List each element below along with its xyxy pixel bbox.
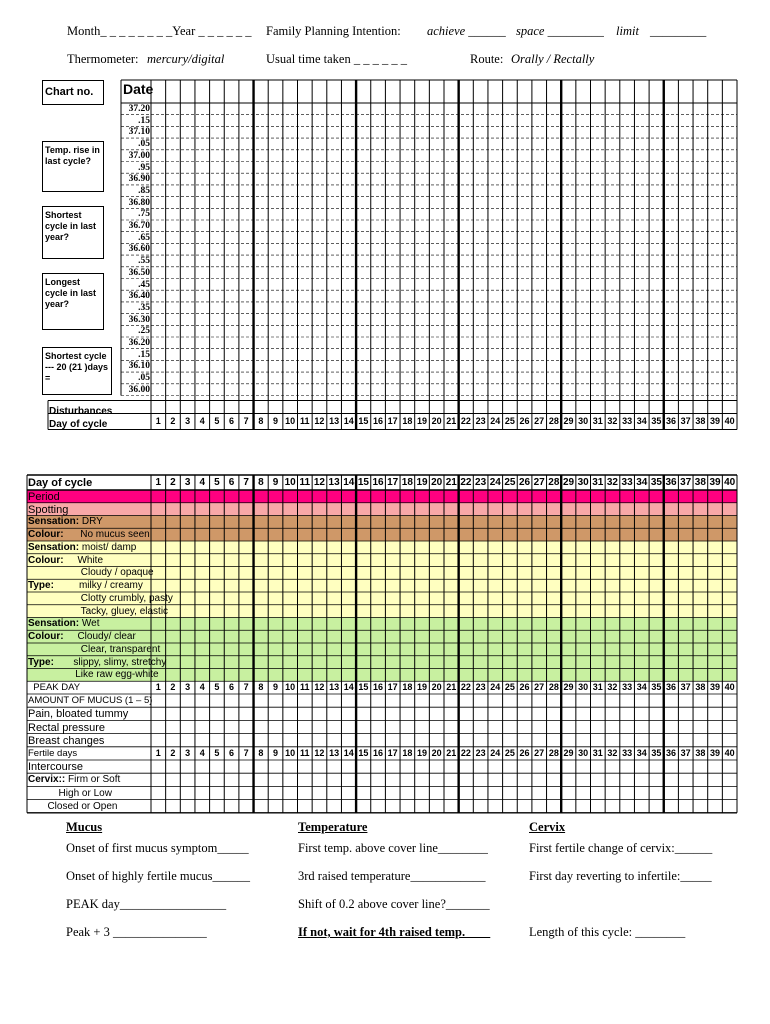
mucus-row-label: Type: milky / creamy	[28, 580, 143, 592]
day-number: 21	[446, 682, 457, 693]
day-number: 31	[592, 747, 603, 758]
day-number: 12	[313, 477, 325, 488]
temperature-label: 37.00	[128, 150, 150, 161]
day-number: 28	[548, 747, 559, 758]
day-number: 24	[490, 747, 501, 758]
day-number: 23	[475, 415, 486, 426]
day-number: 39	[709, 747, 720, 758]
day-number: 37	[680, 682, 691, 693]
day-number: 20	[431, 682, 442, 693]
day-number: 1	[155, 477, 162, 488]
mucus-row-label: Period	[28, 490, 60, 503]
day-number: 22	[460, 747, 471, 758]
temperature-label: 36.00	[128, 384, 150, 395]
mucus-row-label: Breast changes	[28, 734, 105, 747]
day-number: 18	[402, 682, 413, 693]
day-number: 6	[229, 747, 235, 758]
temperature-label: 36.60	[128, 244, 150, 255]
day-number: 11	[299, 477, 311, 488]
day-number: 3	[185, 415, 191, 426]
mucus-row-label: Sensation: moist/ damp	[28, 541, 137, 553]
day-number: 8	[258, 477, 264, 488]
day-number: 5	[214, 747, 220, 758]
mucus-item-2: Onset of highly fertile mucus______	[66, 869, 250, 883]
day-number: 19	[416, 682, 427, 693]
day-number: 5	[214, 415, 220, 426]
mucus-row-label: PEAK DAY	[28, 682, 81, 694]
day-of-cycle-label: Day of cycle	[49, 419, 108, 430]
mucus-title: Mucus	[66, 820, 103, 834]
day-number: 15	[358, 747, 369, 758]
day-number: 15	[358, 682, 369, 693]
day-number: 13	[329, 747, 340, 758]
day-number: 33	[621, 477, 633, 488]
day-number: 27	[534, 747, 545, 758]
mucus-item-4: Peak + 3 _______________	[66, 925, 207, 939]
day-number: 40	[724, 477, 736, 488]
date-label: Date	[123, 81, 154, 97]
temperature-label: 36.10	[128, 361, 150, 372]
temperature-label: .15	[138, 115, 150, 126]
day-number: 2	[170, 477, 176, 488]
day-number: 39	[709, 415, 720, 426]
day-number: 26	[519, 682, 530, 693]
day-number: 31	[592, 682, 603, 693]
space-option: space _________	[516, 24, 604, 38]
day-number: 17	[387, 415, 398, 426]
day-number: 40	[724, 415, 735, 426]
temperature-label: 36.50	[128, 267, 150, 278]
day-number: 13	[328, 477, 340, 488]
day-number: 8	[258, 415, 264, 426]
temperature-label: 36.30	[128, 314, 150, 325]
day-number: 32	[606, 477, 618, 488]
day-number: 25	[504, 415, 515, 426]
day-number: 18	[401, 477, 413, 488]
day-number: 10	[285, 747, 296, 758]
temperature-label: .65	[138, 232, 150, 243]
day-number: 23	[475, 747, 486, 758]
day-number: 16	[373, 747, 384, 758]
route-value: Orally / Rectally	[511, 52, 595, 66]
mucus-row-label: Fertile days	[28, 747, 78, 759]
day-number: 24	[490, 682, 501, 693]
day-number: 22	[460, 477, 472, 488]
mucus-item-1: Onset of first mucus symptom_____	[66, 841, 249, 855]
day-number: 38	[695, 682, 706, 693]
temperature-label: .05	[138, 373, 150, 384]
day-number: 26	[518, 477, 531, 488]
day-number: 36	[666, 747, 677, 758]
day-number: 20	[431, 747, 442, 758]
day-number: 37	[680, 415, 691, 426]
limit-blank: _________	[650, 24, 707, 38]
day-number: 3	[185, 747, 191, 758]
day-number: 7	[243, 682, 249, 693]
day-number: 3	[184, 477, 191, 488]
day-number: 35	[651, 415, 662, 426]
temperature-label: 37.20	[128, 104, 150, 114]
mucus-row-fill	[27, 490, 737, 503]
day-number: 29	[563, 747, 574, 758]
usual-time-field: Usual time taken _ _ _ _ _ _	[266, 52, 407, 66]
day-number: 39	[709, 477, 721, 488]
temperature-label: .05	[138, 139, 150, 150]
mucus-row-fill	[27, 554, 737, 567]
mucus-row-label: Sensation: Wet	[28, 618, 100, 630]
day-number: 12	[314, 747, 325, 758]
day-number: 22	[460, 415, 471, 426]
day-number: 40	[724, 747, 735, 758]
day-number: 10	[285, 682, 296, 693]
cycle-length: Length of this cycle: ________	[529, 925, 686, 939]
temp-item-1: First temp. above cover line________	[298, 841, 488, 855]
day-number: 17	[387, 747, 398, 758]
day-number: 1	[155, 682, 161, 693]
mucus-row-fill	[27, 618, 737, 631]
mucus-row-label: Like raw egg-white	[28, 669, 159, 681]
day-number: 5	[214, 477, 220, 488]
day-number: 13	[329, 415, 340, 426]
day-number: 38	[695, 415, 706, 426]
day-number: 21	[446, 415, 457, 426]
day-number: 24	[490, 415, 501, 426]
day-number: 7	[243, 415, 249, 426]
day-number: 6	[228, 477, 235, 488]
mucus-row-label: Day of cycle	[28, 477, 93, 489]
day-number: 11	[300, 747, 310, 758]
longest-year-label: Longest cycle in last year?	[45, 277, 97, 309]
day-number: 27	[533, 477, 545, 488]
day-number: 14	[343, 477, 355, 488]
temperature-label: 36.90	[128, 174, 150, 185]
day-number: 18	[402, 747, 413, 758]
day-number: 35	[651, 682, 662, 693]
day-number: 25	[504, 477, 516, 488]
temp-item-3: Shift of 0.2 above cover line?_______	[298, 897, 490, 911]
temperature-label: .15	[138, 349, 150, 360]
day-number: 19	[416, 415, 427, 426]
temperature-label: 36.80	[128, 197, 150, 208]
day-number: 23	[475, 477, 487, 488]
achieve-option: achieve ______	[427, 24, 506, 38]
day-number: 16	[373, 415, 384, 426]
chart-no-label: Chart no.	[45, 86, 94, 98]
month-year-field: Month_ _ _ _ _ _ _ _Year _ _ _ _ _ _	[67, 24, 252, 38]
day-number: 22	[460, 682, 471, 693]
day-number: 29	[563, 415, 574, 426]
day-number: 30	[578, 682, 589, 693]
mucus-row-label: Pain, bloated tummy	[28, 708, 129, 721]
temp-item-2: 3rd raised temperature____________	[298, 869, 486, 883]
mucus-row-label: Clear, transparent	[28, 643, 161, 655]
day-number: 1	[155, 747, 161, 758]
day-number: 28	[548, 415, 559, 426]
temperature-label: .25	[138, 326, 150, 337]
day-number: 25	[504, 747, 515, 758]
day-number: 23	[475, 682, 486, 693]
shortest-year-label: Shortest cycle in last year?	[45, 210, 97, 242]
mucus-row-label: Cervix:: Firm or Soft	[28, 774, 121, 786]
mucus-row-label: Colour: Cloudy/ clear	[28, 631, 136, 643]
thermometer-label: Thermometer:	[67, 52, 139, 66]
route-label: Route:	[470, 52, 504, 66]
day-number: 26	[519, 415, 530, 426]
mucus-row-fill	[27, 503, 737, 516]
day-number: 34	[636, 415, 647, 426]
cervix-title: Cervix	[529, 820, 566, 834]
day-number: 33	[622, 682, 633, 693]
day-number: 30	[577, 477, 589, 488]
temperature-label: .35	[138, 302, 150, 313]
day-number: 1	[155, 415, 161, 426]
day-number: 20	[431, 477, 443, 488]
day-number: 30	[578, 747, 589, 758]
day-number: 21	[445, 477, 457, 488]
day-number: 14	[343, 682, 354, 693]
day-number: 29	[563, 682, 574, 693]
day-number: 8	[258, 747, 264, 758]
day-number: 37	[680, 477, 692, 488]
day-number: 11	[300, 682, 310, 693]
temp-rise-label: Temp. rise in last cycle?	[45, 145, 100, 166]
mucus-row-label: Cloudy / opaque	[28, 567, 154, 579]
day-number: 26	[519, 747, 530, 758]
mucus-row-fill	[27, 516, 737, 529]
day-number: 25	[504, 682, 515, 693]
day-number: 17	[387, 682, 398, 693]
temperature-label: .85	[138, 185, 150, 196]
day-number: 28	[548, 682, 559, 693]
day-number: 20	[431, 415, 442, 426]
day-number: 7	[243, 477, 249, 488]
mucus-row-label: Clotty crumbly, pasty	[28, 592, 173, 604]
day-number: 38	[694, 477, 706, 488]
day-number: 35	[651, 747, 662, 758]
day-number: 40	[724, 682, 735, 693]
day-number: 10	[284, 477, 296, 488]
day-number: 14	[343, 415, 354, 426]
temperature-label: .95	[138, 162, 150, 173]
day-number: 36	[666, 682, 677, 693]
day-number: 34	[636, 747, 647, 758]
day-number: 9	[272, 682, 278, 693]
temperature-label: 36.40	[128, 291, 150, 302]
day-number: 2	[170, 747, 176, 758]
temperature-label: 37.10	[128, 127, 150, 138]
temperature-title: Temperature	[298, 820, 368, 834]
day-number: 31	[592, 477, 604, 488]
day-number: 36	[665, 477, 677, 488]
family-planning-label: Family Planning Intention:	[266, 24, 401, 38]
mucus-row-label: AMOUNT OF MUCUS (1 – 5)	[28, 695, 153, 707]
day-number: 34	[636, 682, 647, 693]
day-number: 6	[229, 415, 235, 426]
day-number: 9	[272, 477, 279, 488]
day-number: 13	[329, 682, 340, 693]
day-number: 8	[258, 682, 264, 693]
day-number: 15	[358, 415, 369, 426]
thermometer-value: mercury/digital	[147, 52, 225, 66]
day-number: 21	[446, 747, 457, 758]
day-number: 33	[622, 747, 633, 758]
day-number: 14	[343, 747, 354, 758]
day-number: 4	[199, 682, 205, 693]
day-number: 34	[636, 477, 648, 488]
day-number: 4	[199, 477, 206, 488]
mucus-row-label: Type: slippy, slimy, stretchy	[28, 656, 167, 668]
day-number: 19	[416, 747, 427, 758]
day-number: 15	[357, 477, 369, 488]
day-number: 5	[214, 682, 220, 693]
day-number: 12	[314, 682, 325, 693]
mucus-row-label: Intercourse	[28, 761, 84, 774]
day-number: 4	[199, 747, 205, 758]
temperature-label: 36.70	[128, 221, 150, 231]
day-number: 9	[272, 747, 278, 758]
day-number: 35	[650, 477, 662, 488]
temp-item-4: If not, wait for 4th raised temp.____	[298, 925, 491, 939]
day-number: 12	[314, 415, 325, 426]
day-number: 32	[607, 415, 618, 426]
day-number: 27	[534, 415, 545, 426]
day-number: 3	[185, 682, 191, 693]
day-number: 33	[622, 415, 633, 426]
day-number: 16	[372, 477, 384, 488]
temperature-label: .75	[138, 209, 150, 220]
day-number: 10	[285, 415, 296, 426]
cervix-item-2: First day reverting to infertile:_____	[529, 869, 712, 883]
day-number: 38	[695, 747, 706, 758]
mucus-row-label: Spotting	[28, 503, 69, 516]
mucus-row-label: Colour: White	[28, 554, 103, 566]
day-number: 2	[170, 682, 176, 693]
day-number: 27	[534, 682, 545, 693]
day-number: 2	[170, 415, 176, 426]
day-number: 30	[578, 415, 589, 426]
shortest-cycle-label: Shortest cycle --- 20 (21 )days =	[45, 351, 109, 383]
day-number: 9	[272, 415, 278, 426]
day-number: 36	[666, 415, 677, 426]
temperature-label: .45	[138, 279, 150, 290]
limit-option: limit	[616, 24, 639, 38]
day-number: 37	[680, 747, 691, 758]
temperature-label: .55	[138, 256, 150, 267]
day-number: 7	[243, 747, 249, 758]
day-number: 31	[592, 415, 603, 426]
day-number: 29	[562, 477, 575, 488]
day-number: 16	[373, 682, 384, 693]
day-number: 18	[402, 415, 413, 426]
mucus-row-label: Closed or Open	[28, 800, 118, 812]
temperature-label: 36.20	[128, 338, 150, 348]
day-number: 39	[709, 682, 720, 693]
mucus-row-label: Sensation: DRY	[28, 516, 103, 528]
mucus-row-label: High or Low	[28, 787, 112, 799]
cervix-item-1: First fertile change of cervix:______	[529, 841, 713, 855]
disturbances-label: Disturbances	[49, 406, 113, 417]
day-number: 19	[416, 477, 428, 488]
mucus-row-label: Tacky, gluey, elastic	[28, 605, 169, 617]
day-number: 11	[300, 415, 310, 426]
mucus-row-label: Colour: No mucus seen	[28, 529, 150, 541]
day-number: 32	[607, 682, 618, 693]
mucus-row-label: Rectal pressure	[28, 721, 106, 734]
day-number: 17	[387, 477, 399, 488]
day-number: 24	[489, 477, 501, 488]
day-number: 6	[229, 682, 235, 693]
day-number: 32	[607, 747, 618, 758]
day-number: 4	[199, 415, 205, 426]
mucus-item-3: PEAK day_________________	[66, 897, 227, 911]
day-number: 28	[548, 477, 560, 488]
